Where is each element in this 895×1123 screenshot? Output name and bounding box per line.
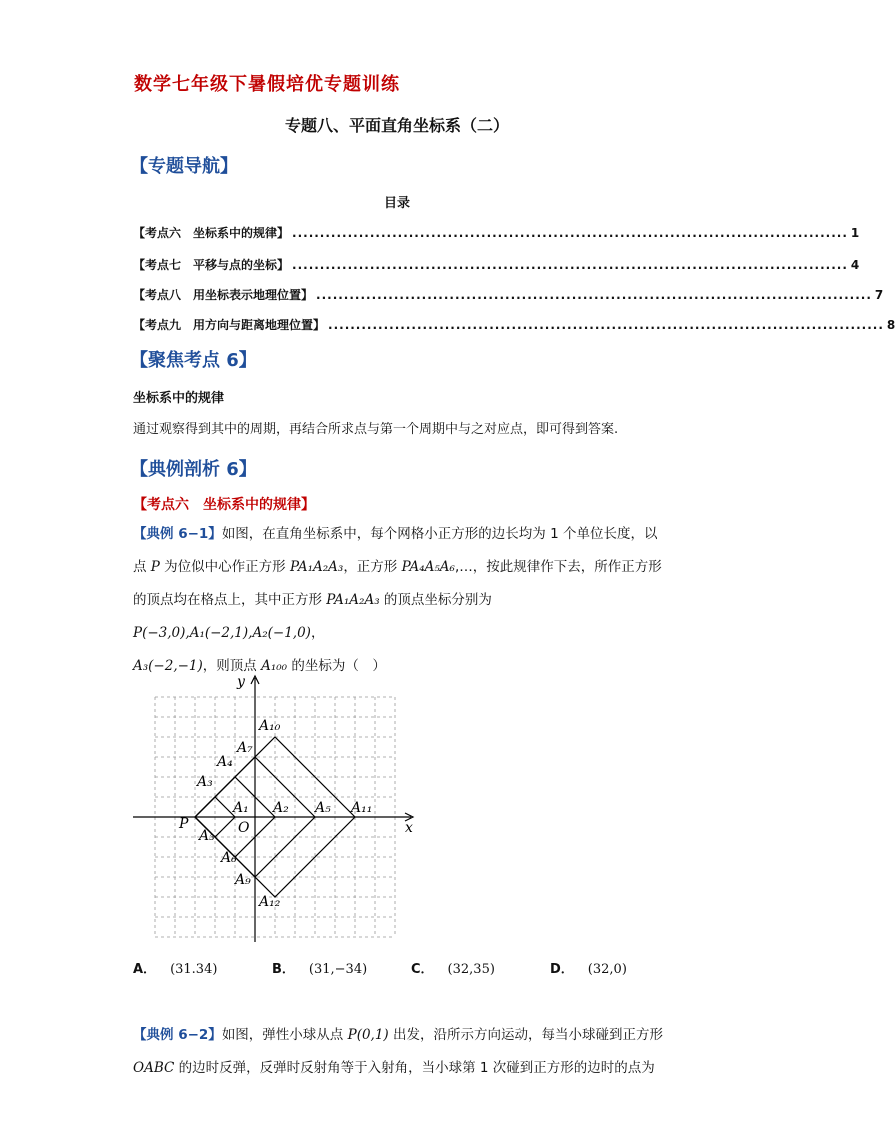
example2-tag: 【典例 6−2】 — [133, 1027, 222, 1043]
math-square: PA₄A₅A₆ — [401, 559, 455, 575]
text-span: 如图，弹性小球从点 — [221, 1027, 348, 1043]
math-point: P(0,1) — [347, 1027, 389, 1043]
point-label: A₉ — [235, 872, 251, 888]
toc-item-label: 【考点八 用坐标表示地理位置】 — [133, 288, 314, 302]
toc-item-page: 4 — [850, 258, 860, 272]
focus-heading: 【聚焦考点 6】 — [130, 350, 257, 371]
point-label: A₄ — [217, 754, 233, 770]
toc-leader-dots: .................................................................................................... — [316, 288, 872, 302]
option-value: (32,0) — [587, 962, 627, 977]
math-coords: A₃(−2,−1) — [133, 658, 203, 674]
toc-item[interactable] — [133, 224, 860, 242]
point-label: A₁₁ — [351, 800, 373, 816]
point-label: A₇ — [237, 740, 253, 756]
point-label: A₂ — [273, 800, 289, 816]
focus-body: 通过观察得到其中的周期，再结合所求点与第一个周期中与之对应点，即可得到答案. — [133, 422, 619, 437]
text-span: 点 — [133, 559, 151, 575]
option-b[interactable] — [272, 958, 367, 977]
text-span: ， — [310, 625, 325, 641]
analysis-heading: 【典例剖析 6】 — [130, 459, 257, 480]
topic-heading: 【考点六 坐标系中的规律】 — [133, 497, 315, 513]
option-d[interactable] — [550, 958, 627, 977]
math-square: OABC — [133, 1060, 175, 1076]
example1-text — [133, 518, 673, 683]
option-key: A． — [133, 962, 157, 977]
toc-item[interactable] — [133, 286, 884, 304]
example1-tag: 【典例 6−1】 — [133, 526, 222, 542]
toc-item[interactable] — [133, 316, 895, 334]
toc-title: 目录 — [383, 196, 410, 211]
text-span: 的边时反弹，反弹时反射角等于入射角，当小球第 1 次碰到正方形的边时的点为 — [174, 1060, 655, 1076]
option-value: (31.34) — [170, 962, 218, 977]
option-value: (31,−34) — [308, 962, 368, 977]
text-span: 为位似中心作正方形 — [159, 559, 290, 575]
point-label: A₁ — [233, 800, 249, 816]
nav-heading: 【专题导航】 — [130, 156, 238, 177]
text-span: 出发，沿所示方向运动，每当小球碰到正方形 — [388, 1027, 663, 1043]
math-square: PA₁A₂A₃ — [289, 559, 344, 575]
text-span: 的坐标为（ ） — [287, 658, 386, 674]
example1-line1: 如图，在直角坐标系中，每个网格小正方形的边长均为 1 个单位长度，以 — [221, 526, 658, 542]
toc-item-label: 【考点九 用方向与距离地理位置】 — [133, 318, 326, 332]
option-key: D． — [550, 962, 574, 977]
origin-label: O — [238, 820, 250, 836]
option-value: (32,35) — [447, 962, 495, 977]
example2-text — [133, 1019, 673, 1085]
point-label: A₃ — [197, 774, 213, 790]
text-span: ，则顶点 — [202, 658, 262, 674]
text-span: 的顶点均在格点上，其中正方形 — [133, 592, 327, 608]
math-target: A₁₀₀ — [261, 658, 288, 674]
math-square: PA₁A₂A₃ — [326, 592, 380, 608]
point-label: A₃ — [199, 828, 215, 844]
series-title: 数学七年级下暑假培优专题训练 — [134, 74, 400, 95]
point-label: P — [179, 816, 189, 832]
text-span: ,…，按此规律作下去，所作正方形 — [454, 559, 662, 575]
point-label: A₆ — [221, 850, 237, 866]
text-span: 的顶点坐标分别为 — [379, 592, 492, 608]
y-axis-label: y — [237, 674, 245, 690]
focus-subtitle: 坐标系中的规律 — [133, 391, 225, 406]
toc-item[interactable] — [133, 256, 860, 274]
text-span: ，正方形 — [343, 559, 402, 575]
grid-figure — [125, 672, 425, 947]
math-coords: P(−3,0),A₁(−2,1),A₂(−1,0) — [133, 625, 311, 641]
toc-item-label: 【考点七 平移与点的坐标】 — [133, 258, 290, 272]
toc-leader-dots: .................................................................................................... — [328, 318, 884, 332]
point-label: A₁₀ — [259, 718, 281, 734]
option-c[interactable] — [411, 958, 495, 977]
x-axis-label: x — [405, 820, 413, 836]
toc-item-page: 7 — [874, 288, 884, 302]
toc-leader-dots: .................................................................................................... — [292, 258, 848, 272]
point-label: A₅ — [315, 800, 331, 816]
toc-item-label: 【考点六 坐标系中的规律】 — [133, 226, 290, 240]
toc-item-page: 1 — [850, 226, 860, 240]
toc-leader-dots: .................................................................................................... — [292, 226, 848, 240]
option-key: B． — [272, 962, 295, 977]
toc-item-page: 8 — [886, 318, 895, 332]
page-title: 专题八、平面直角坐标系（二） — [284, 116, 509, 135]
option-key: C． — [411, 962, 434, 977]
math-point: P — [150, 559, 160, 575]
point-label: A₁₂ — [259, 894, 281, 910]
option-a[interactable] — [133, 958, 217, 977]
